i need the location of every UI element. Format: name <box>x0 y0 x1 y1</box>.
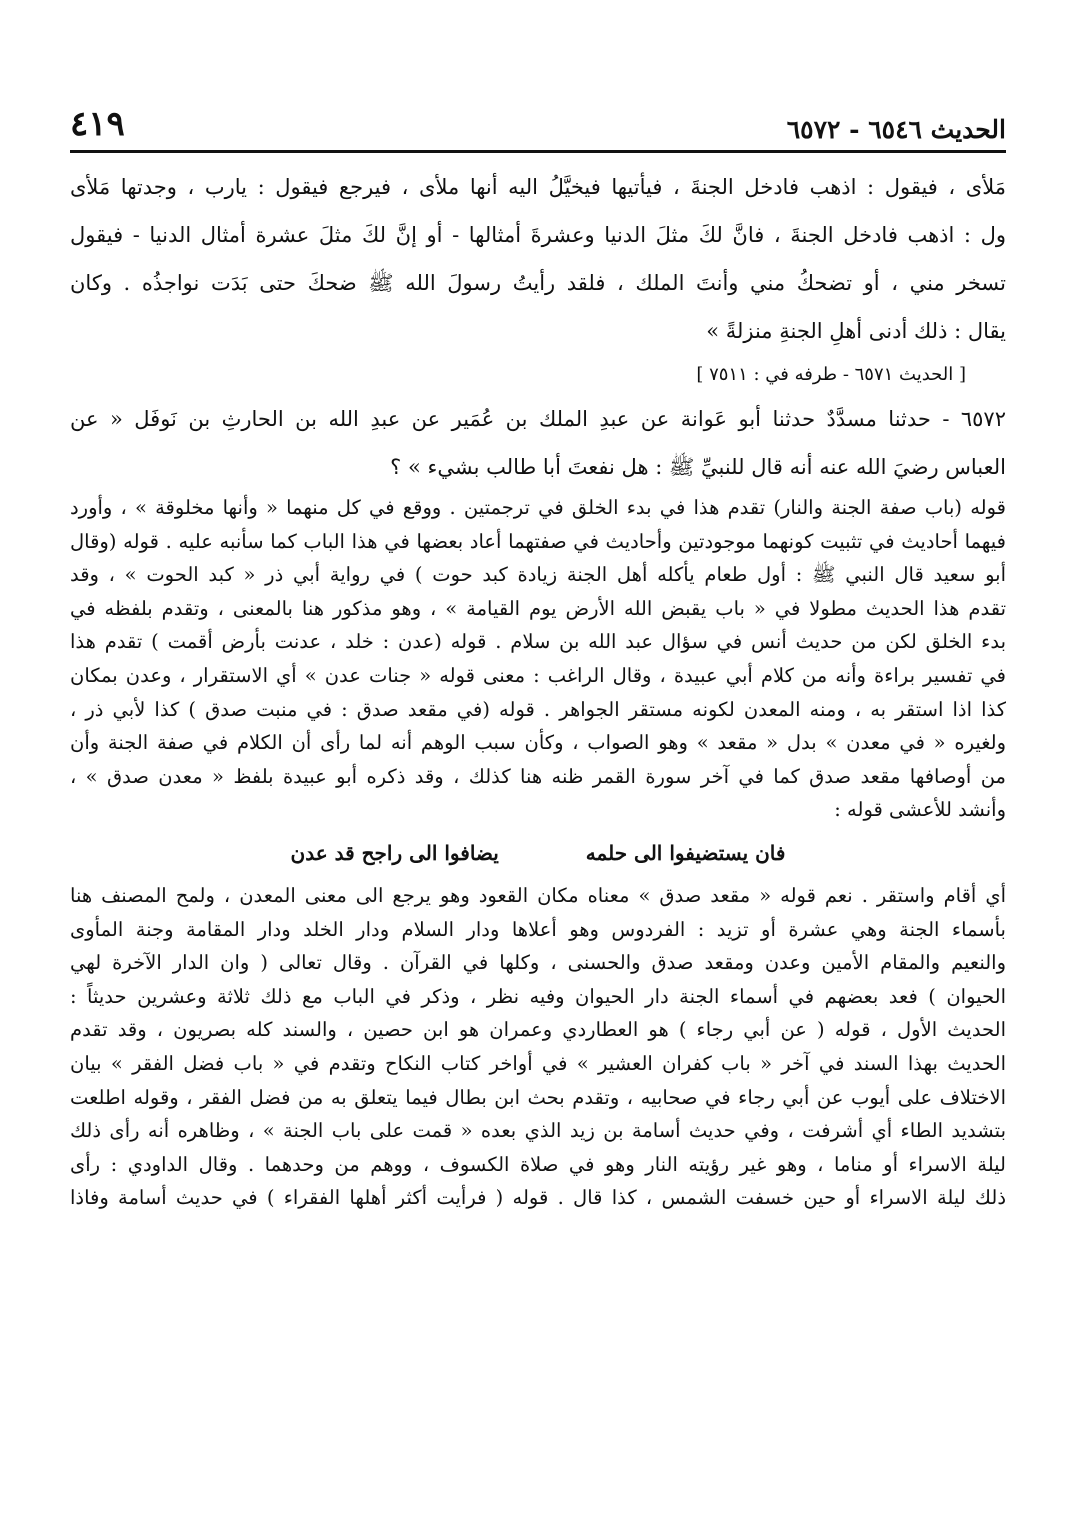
commentary-line: فيهما أحاديث في تثبيت كونهما موجودتين وأحاديث في صفتهما أعاد بعضها في هذا الباب كما سأنبه عليه . قوله (وقال <box>70 529 1006 553</box>
text-line: ول : اذهب فادخل الجنةَ ، فانَّ لكَ مثلَ الدنيا وعشرةَ أمثالها - أو إنَّ لكَ مثلَ عشرة أمثال الدنيا - فيقول <box>70 223 1006 247</box>
commentary-line: أي أقام واستقر . نعم قوله « مقعد صدق » معناه مكان القعود وهو يرجع الى معنى المعدن ، ولمح المصنف هنا <box>70 883 1006 907</box>
text-line: يقال : ذلك أدنى أهلِ الجنةِ منزلةً » <box>706 319 1006 343</box>
commentary-line: من أوصافها مقعد صدق كما في آخر سورة القمر ظنه هنا كذلك ، وقد ذكره أبو عبيدة بلفظ « معدن صدق » ، <box>70 764 1006 788</box>
commentary-line: تقدم هذا الحديث مطولا في « باب يقبض الله الأرض يوم القيامة » ، وهو مذكور هنا بالمعنى ، وتقدم بلفظه في <box>70 596 1006 620</box>
commentary-line: كذا اذا استقر به ، ومنه المعدن لكونه مستقر الجواهر . قوله (في مقعد صدق : في منبت صدق ) كذا لأبي ذر ، <box>70 697 1006 721</box>
text-line: ٦٥٧٢ - حدثنا مسدَّدٌ حدثنا أبو عَوانة عن عبدِ الملك بن عُمَير عن عبدِ الله بن الحارثِ بن نَوفَل « عن <box>70 407 1006 431</box>
header-rule <box>70 150 1006 153</box>
commentary-line: الحديث بهذا السند في آخر « باب كفران العشير » في أواخر كتاب النكاح وتقدم في « باب فضل الفقر » بيان <box>70 1051 1006 1075</box>
commentary-line: ولغيره « في معدن » بدل « مقعد » وهو الصواب ، وكأن سبب الوهم أنه لما رأى أن الكلام في صفة الجنة وأن <box>70 731 1006 755</box>
commentary-line: والنعيم والمقام الأمين وعدن ومقعد صدق والحسنى ، وكلها في القرآن . وقال تعالى ( وان الدار الآخرة لهي <box>70 951 1006 975</box>
commentary-part-2 <box>70 879 1006 1215</box>
commentary-line: بدء الخلق لكن من حديث أنس في سؤال عبد الله بن سلام . قوله (عدن : خلد ، عدنت بأرض أقمت ) تقدم هذا <box>70 630 1006 654</box>
hadith-reference: [ الحديث ٦٥٧١ - طرفه في : ٧٥١١ ] <box>696 364 966 385</box>
text-line: مَلأى ، فيقول : اذهب فادخل الجنةَ ، فيأتيها فيخيَّلُ اليه أنها ملأى ، فيرجع فيقول : يارب ، وجدتها مَلأى <box>70 175 1006 199</box>
commentary-line: ليلة الاسراء أو مناما ، وهو غير رؤيته النار وهو في صلاة الكسوف ، ووهم من وحدهما . وقال الداودي : رأى <box>70 1152 1006 1176</box>
text-line: تسخر مني ، أو تضحكُ مني وأنتَ الملك ، فلقد رأيتُ رسولَ الله ﷺ ضحكَ حتى بَدَت نواجذُه . وكان <box>70 271 1006 295</box>
commentary-line: بتشديد الطاء أي أشرفت ، وفي حديث أسامة بن زيد الذي بعده « قمت على باب الجنة » ، وظاهره أنه رأى ذلك <box>70 1119 1006 1143</box>
header-title: الحديث ٦٥٤٦ - ٦٥٧٢ <box>786 115 1006 144</box>
hadith-6572 <box>70 395 1006 491</box>
commentary-line: الحديث الأول ، قوله ( عن أبي رجاء ) هو العطاردي وعمران هو ابن حصين ، والسند كله بصريون ، وقد تقدم <box>70 1018 1006 1042</box>
poetry-verse <box>70 827 1006 879</box>
commentary-line: الحيوان ) فعد بعضهم في أسماء الجنة دار الحيوان وفيه نظر ، وذكر في الباب مع ذلك ثلاثة وعشرين حديثاً : <box>70 984 1006 1008</box>
hadith-text <box>70 163 1006 355</box>
commentary-line: في تفسير براءة وأنه من كلام أبي عبيدة ، وقال الراغب : معنى قوله « جنات عدن » أي الاستقرار ، وعدن بمكان <box>70 663 1006 687</box>
commentary-line: قوله (باب صفة الجنة والنار) تقدم هذا في بدء الخلق في ترجمتين . ووقع في كل منهما « وأنها مخلوقة » ، وأورد <box>70 496 1006 519</box>
text-line: العباس رضيَ الله عنه أنه قال للنبيِّ ﷺ : هل نفعتَ أبا طالب بشيء » ؟ <box>390 455 1006 479</box>
commentary-line: الاختلاف على أيوب عن أبي رجاء في صحابيه ، وتقدم بحث ابن بطال فيما يتعلق به من فضل الفقر ، وقوله اطلعت <box>70 1085 1006 1109</box>
commentary-line: ذلك ليلة الاسراء أو حين خسفت الشمس ، كذا قال . قوله ( فرأيت أكثر أهلها الفقراء ) في حديث أسامة وفاذا <box>70 1186 1006 1210</box>
running-header <box>70 92 1006 144</box>
page-number: ٤١٩ <box>70 104 125 144</box>
commentary-line: بأسماء الجنة وهي عشرة أو تزيد : الفردوس وهو أعلاها ودار السلام ودار الخلد ودار المقامة وجنة المأوى <box>70 917 1006 941</box>
commentary-part-1 <box>70 491 1006 827</box>
verse-hemistich-1: فان يستضيفوا الى حلمه <box>585 840 786 865</box>
commentary-line: أبو سعيد قال النبي ﷺ : أول طعام يأكله أهل الجنة زيادة كبد حوت ) في رواية أبي ذر « كبد الحوت » ، وقد <box>70 563 1006 587</box>
verse-hemistich-2: يضافوا الى راجح قد عدن <box>290 840 499 865</box>
commentary-line: وأنشد للأعشى قوله : <box>834 798 1006 822</box>
